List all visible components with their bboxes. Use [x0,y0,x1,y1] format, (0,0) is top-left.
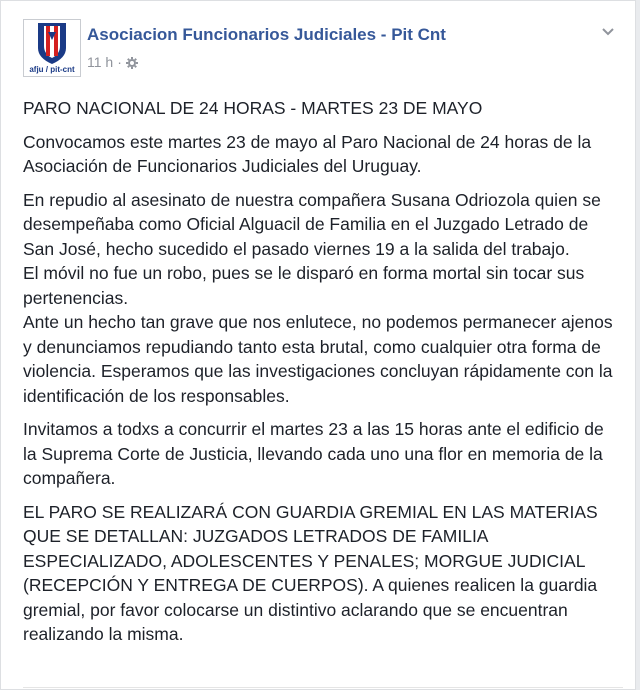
post-paragraph: EL PARO SE REALIZARÁ CON GUARDIA GREMIAL EN LAS MATERIAS QUE SE DETALLAN: JUZGADOS LETRADOS DE FAMILIA ESPECIALIZADO, ADOLESCENTES Y PENALES; MORGUE JUDICIAL (RECEPCIÓN Y ENTREGA DE CUERPOS). A quienes realicen la guardia gremial, por favor colocarse un distintivo aclarando que se encuentran realizando la misma. [23,501,598,644]
gear-icon[interactable] [126,56,138,68]
post-header [23,19,623,79]
post-meta [87,54,138,70]
post-body [23,96,621,656]
chevron-down-icon[interactable] [599,23,617,41]
post-heading: PARO NACIONAL DE 24 HORAS - MARTES 23 DE MAYO [23,98,483,118]
post-paragraph: Invitamos a todxs a concurrir el martes 23 a las 15 horas ante el edificio de la Suprema Corte de Justicia, llevando cada uno una flor en memoria de la compañera. [23,419,604,488]
avatar-caption: afju / pit-cnt [29,65,75,74]
page-name-link[interactable]: Asociacion Funcionarios Judiciales - Pit Cnt [87,25,446,44]
meta-separator: · [117,54,122,70]
union-logo-icon [24,20,80,66]
timestamp-link[interactable]: 11 h [87,54,114,70]
avatar[interactable] [23,19,81,77]
post-paragraph: Convocamos este martes 23 de mayo al Paro Nacional de 24 horas de la Asociación de Funcionarios Judiciales del Uruguay. [23,131,592,176]
divider [23,687,623,688]
post-paragraph: En repudio al asesinato de nuestra compañera Susana Odriozola quien se desempeñaba como Oficial Alguacil de Familia en el Juzgado Letrado de San José, hecho sucedido el pasado viernes 19 a la salida del trabajo. El móvil no fue un robo, pues se le disparó en forma mortal sin tocar sus pertenencias. Ante un hecho tan grave que nos enlutece, no podemos permanecer ajenos y denunciamos repudiando tanto esta brutal, como cualquier otra forma de violencia. Esperamos que las investigaciones concluyan rápidamente con la identificación de los responsables. [23,189,613,406]
